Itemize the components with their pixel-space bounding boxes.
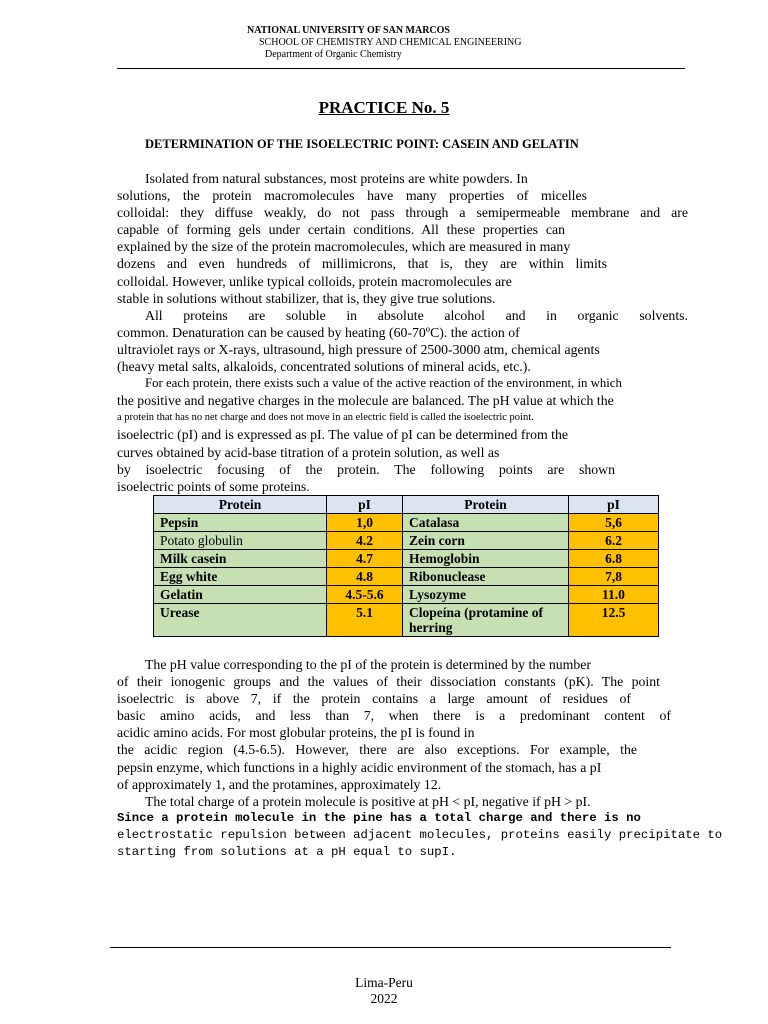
protein-cell: Lysozyme <box>403 586 569 604</box>
table-row <box>154 604 659 637</box>
pi-cell: 4.2 <box>327 532 403 550</box>
text-line: pepsin enzyme, which functions in a highly acidic environment of the stomach, has a pI <box>117 759 602 775</box>
table-row <box>154 586 659 604</box>
pi-cell: 12.5 <box>569 604 659 637</box>
column-header: pI <box>327 496 403 514</box>
department-name: Department of Organic Chemistry <box>265 49 402 60</box>
text-line: a protein that has no net charge and does not move in an electric field is called the isoelectric point. <box>117 412 534 424</box>
text-line: solutions, the protein macromolecules have many properties of micelles <box>117 188 587 204</box>
isoelectric-points-table <box>153 495 659 637</box>
protein-cell: Potato globulin <box>154 532 327 550</box>
pi-cell: 11.0 <box>569 586 659 604</box>
pi-cell: 6.2 <box>569 532 659 550</box>
protein-cell: Pepsin <box>154 514 327 532</box>
text-line: of approximately 1, and the protamines, approximately 12. <box>117 776 442 792</box>
protein-cell: Catalasa <box>403 514 569 532</box>
footer-city: Lima-Peru <box>355 975 413 990</box>
protein-cell: Clopeína (protamine of herring <box>403 604 569 637</box>
pi-cell: 5,6 <box>569 514 659 532</box>
table-row <box>154 514 659 532</box>
text-line: capable of forming gels under certain conditions. All these properties can <box>117 222 565 238</box>
table-row <box>154 532 659 550</box>
text-line: curves obtained by acid-base titration of a protein solution, as well as <box>117 444 500 460</box>
table-header-row <box>154 496 659 514</box>
text-line: The pH value corresponding to the pI of the protein is determined by the number <box>145 657 591 672</box>
text-line: ultraviolet rays or X-rays, ultrasound, high pressure of 2500-3000 atm, chemical agents <box>117 341 600 357</box>
text-line: stable in solutions without stabilizer, that is, they give true solutions. <box>117 290 496 306</box>
protein-cell: Ribonuclease <box>403 568 569 586</box>
header-rule <box>117 68 685 69</box>
text-line: For each protein, there exists such a value of the active reaction of the environment, in which <box>145 376 622 391</box>
school-name: SCHOOL OF CHEMISTRY AND CHEMICAL ENGINEERING <box>259 37 522 48</box>
text-line: dozens and even hundreds of millimicrons, that is, they are within limits <box>117 256 607 272</box>
intro-paragraph <box>117 170 688 495</box>
protein-cell: Gelatin <box>154 586 327 604</box>
column-header: Protein <box>403 496 569 514</box>
column-header: Protein <box>154 496 327 514</box>
body-paragraph <box>117 656 723 861</box>
text-line: common. Denaturation can be caused by heating (60-70ºC). the action of <box>117 324 520 340</box>
text-line: isoelectric is above 7, if the protein contains a large amount of residues of <box>117 691 631 707</box>
text-line: colloidal. However, unlike typical colloids, protein macromolecules are <box>117 273 512 289</box>
protein-cell: Zein corn <box>403 532 569 550</box>
pi-cell: 4.5-5.6 <box>327 586 403 604</box>
protein-cell: Milk casein <box>154 550 327 568</box>
table-row <box>154 568 659 586</box>
text-line: The total charge of a protein molecule is positive at pH < pI, negative if pH > pI. <box>145 793 591 809</box>
pi-cell: 4.7 <box>327 550 403 568</box>
page-subtitle: DETERMINATION OF THE ISOELECTRIC POINT: CASEIN AND GELATIN <box>145 137 579 151</box>
text-line: electrostatic repulsion between adjacent molecules, proteins easily precipitate to <box>117 827 723 842</box>
protein-cell: Egg white <box>154 568 327 586</box>
text-line: Since a protein molecule in the pine has a total charge and there is no <box>117 810 641 825</box>
page-title: PRACTICE No. 5 <box>318 98 450 117</box>
text-line: Isolated from natural substances, most proteins are white powders. In <box>145 171 528 186</box>
pi-cell: 5.1 <box>327 604 403 637</box>
pi-cell: 1,0 <box>327 514 403 532</box>
pi-cell: 4.8 <box>327 568 403 586</box>
text-line: basic amino acids, and less than 7, when there is a predominant content of <box>117 708 671 724</box>
text-line: acidic amino acids. For most globular proteins, the pI is found in <box>117 725 475 741</box>
footer-year: 2022 <box>370 991 398 1006</box>
text-line: (heavy metal salts, alkaloids, concentrated solutions of mineral acids, etc.). <box>117 359 531 375</box>
text-line: All proteins are soluble in absolute alcohol and in organic solvents. <box>145 307 688 323</box>
text-line: starting from solutions at a pH equal to supI. <box>117 845 457 860</box>
text-line: by isoelectric focusing of the protein. The following points are shown <box>117 461 615 477</box>
pi-cell: 6.8 <box>569 550 659 568</box>
text-line: isoelectric (pI) and is expressed as pI. The value of pI can be determined from the <box>117 427 569 443</box>
text-line: of their ionogenic groups and the values of their dissociation constants (pK). The point <box>117 674 660 690</box>
protein-cell: Hemoglobin <box>403 550 569 568</box>
table-row <box>154 550 659 568</box>
pi-cell: 7,8 <box>569 568 659 586</box>
protein-cell: Urease <box>154 604 327 637</box>
university-name: NATIONAL UNIVERSITY OF SAN MARCOS <box>247 25 450 36</box>
text-line: colloidal: they diffuse weakly, do not pass through a semipermeable membrane and are <box>117 205 688 221</box>
text-line: the positive and negative charges in the molecule are balanced. The pH value at which the <box>117 393 614 409</box>
text-line: the acidic region (4.5-6.5). However, there are also exceptions. For example, the <box>117 742 637 758</box>
column-header: pI <box>569 496 659 514</box>
footer-rule <box>110 947 671 948</box>
text-line: explained by the size of the protein macromolecules, which are measured in many <box>117 239 571 255</box>
text-line: isoelectric points of some proteins. <box>117 478 310 494</box>
